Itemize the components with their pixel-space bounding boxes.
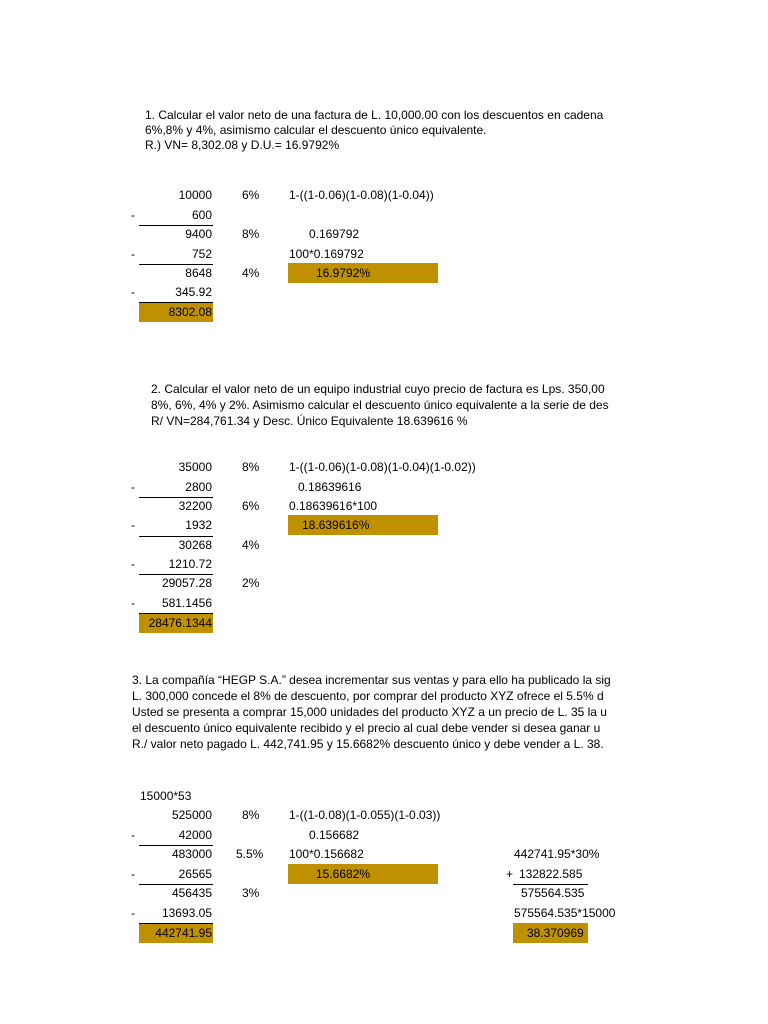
p3-du-highlight xyxy=(288,864,438,884)
p2-net-value-highlight xyxy=(139,613,213,633)
p3-result: 0.156682 xyxy=(309,828,360,842)
problem-2-statement-line: 2. Calcular el valor neto de un equipo industrial cuyo precio de factura es Lps. 350,00 xyxy=(151,382,605,396)
p1-value-cell: 600 xyxy=(191,208,212,222)
subtotal-rule xyxy=(139,536,213,537)
p3-value-cell: 456435 xyxy=(171,886,212,900)
p1-value-cell: 752 xyxy=(191,247,212,261)
p3-du-value: 15.6682% xyxy=(316,867,371,881)
subtotal-rule xyxy=(139,497,213,498)
p2-rate: 4% xyxy=(242,538,260,552)
p2-net-value: 28476.1344 xyxy=(148,616,212,630)
p1-net-value-highlight xyxy=(139,302,213,322)
plus-sign: + xyxy=(506,867,514,881)
p1-rate: 4% xyxy=(242,266,260,280)
p2-value-cell: 1210.72 xyxy=(168,557,212,571)
p3-division-calc: 575564.535*15000 xyxy=(514,906,616,920)
p1-value-cell: 345.92 xyxy=(175,285,212,299)
p3-value-cell: 13693.05 xyxy=(161,906,212,920)
subtotal-rule xyxy=(139,574,213,575)
problem-2-statement-line: 8%, 6%, 4% y 2%. Asimismo calcular el descuento único equivalente a la serie de des xyxy=(151,398,609,412)
minus-sign: - xyxy=(131,596,135,610)
p1-value-cell: 10000 xyxy=(178,188,212,202)
minus-sign: - xyxy=(131,906,135,920)
p3-total-with-markup: 575564.535 xyxy=(521,886,585,900)
problem-3-statement-line: el descuento único equivalente recibido y el precio al cual debe vender si desea ganar u xyxy=(132,721,601,735)
minus-sign: - xyxy=(131,557,135,571)
subtotal-rule xyxy=(139,923,213,924)
p3-value-cell: 483000 xyxy=(171,847,212,861)
subtotal-rule xyxy=(139,613,213,614)
problem-1-statement-line: 1. Calcular el valor neto de una factura de L. 10,000.00 con los descuentos en cadena xyxy=(145,108,604,122)
problem-1-answer: R.) VN= 8,302.08 y D.U.= 16.9792% xyxy=(145,138,340,152)
p1-result: 0.169792 xyxy=(309,227,360,241)
subtotal-rule xyxy=(139,225,213,226)
minus-sign: - xyxy=(131,867,135,881)
p2-value-cell: 30268 xyxy=(178,538,212,552)
p1-value-cell: 9400 xyxy=(185,227,212,241)
subtotal-rule xyxy=(139,264,213,265)
p3-rate: 8% xyxy=(242,808,260,822)
p2-value-cell: 35000 xyxy=(178,460,212,474)
problem-2-answer: R/ VN=284,761.34 y Desc. Único Equivalente 18.639616 % xyxy=(151,414,468,428)
p2-value-cell: 32200 xyxy=(178,499,212,513)
p2-value-cell: 2800 xyxy=(185,480,212,494)
p3-sale-price-highlight xyxy=(513,923,588,943)
p1-value-cell: 8648 xyxy=(185,266,212,280)
minus-sign: - xyxy=(131,518,135,532)
p2-rate: 8% xyxy=(242,460,260,474)
minus-sign: - xyxy=(131,480,135,494)
p3-value-cell: 26565 xyxy=(178,867,212,881)
problem-3-answer: R./ valor neto pagado L. 442,741.95 y 15.6682% descuento único y debe vender a L. 38. xyxy=(132,737,604,751)
subtotal-rule xyxy=(139,302,213,303)
p2-du-highlight xyxy=(288,515,438,535)
p1-rate: 8% xyxy=(242,227,260,241)
subtotal-rule xyxy=(139,884,213,885)
p1-du-value: 16.9792% xyxy=(316,266,371,280)
p1-net-value: 8302.08 xyxy=(168,305,212,319)
p2-rate: 2% xyxy=(242,576,260,590)
p1-calc: 100*0.169792 xyxy=(289,247,364,261)
p2-value-cell: 581.1456 xyxy=(161,596,212,610)
problem-1-statement-line: 6%,8% y 4%, asimismo calcular el descuento único equivalente. xyxy=(145,123,487,137)
p2-calc: 0.18639616*100 xyxy=(289,499,378,513)
p3-net-value: 442741.95 xyxy=(155,926,212,940)
p3-rate: 5.5% xyxy=(236,847,264,861)
p3-value-cell: 525000 xyxy=(171,808,212,822)
minus-sign: - xyxy=(131,828,135,842)
p1-formula: 1-((1-0.06)(1-0.08)(1-0.04)) xyxy=(289,188,434,202)
p3-markup-amount: 132822.585 xyxy=(519,867,583,881)
subtotal-rule xyxy=(513,884,588,885)
minus-sign: - xyxy=(131,247,135,261)
p3-calc: 100*0.156682 xyxy=(289,847,364,861)
p1-du-highlight xyxy=(288,263,438,283)
p3-value-cell: 42000 xyxy=(178,828,212,842)
problem-3-statement-line: 3. La compañía “HEGP S.A.” desea incrementar sus ventas y para ello ha publicado la sig xyxy=(132,673,611,687)
p1-rate: 6% xyxy=(242,188,260,202)
minus-sign: - xyxy=(131,208,135,222)
p2-rate: 6% xyxy=(242,499,260,513)
p2-du-value: 18.639616% xyxy=(302,518,370,532)
problem-3-statement-line: Usted se presenta a comprar 15,000 unidades del producto XYZ a un precio de L. 35 la u xyxy=(132,705,607,719)
p2-value-cell: 1932 xyxy=(185,518,212,532)
minus-sign: - xyxy=(131,285,135,299)
subtotal-rule xyxy=(139,845,213,846)
p3-header-calc: 15000*53 xyxy=(140,789,192,803)
p2-value-cell: 29057.28 xyxy=(161,576,212,590)
p3-sale-price: 38.370969 xyxy=(527,926,584,940)
p3-formula: 1-((1-0.08)(1-0.055)(1-0.03)) xyxy=(289,808,441,822)
p2-formula: 1-((1-0.06)(1-0.08)(1-0.04)(1-0.02)) xyxy=(289,460,476,474)
p2-result: 0.18639616 xyxy=(298,480,362,494)
problem-3-statement-line: L. 300,000 concede el 8% de descuento, por comprar del producto XYZ ofrece el 5.5% d xyxy=(132,689,604,703)
p3-net-value-highlight xyxy=(139,923,213,943)
p3-rate: 3% xyxy=(242,886,260,900)
p3-markup-calc: 442741.95*30% xyxy=(514,847,600,861)
